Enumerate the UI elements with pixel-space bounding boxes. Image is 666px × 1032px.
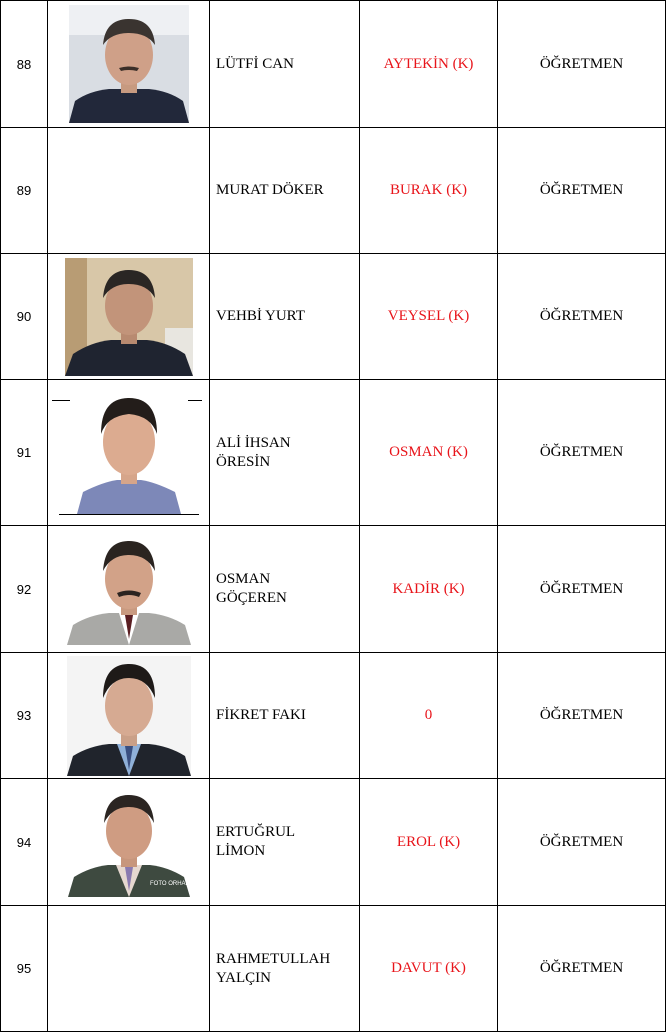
portrait-photo bbox=[65, 258, 193, 376]
table-row bbox=[1, 128, 666, 254]
teacher-surname: ÖRESİN bbox=[216, 453, 271, 470]
role-label: ÖĞRETMEN bbox=[498, 254, 666, 380]
teacher-name: ERTUĞRUL bbox=[216, 824, 296, 840]
teacher-surname: GÖÇEREN bbox=[216, 590, 287, 606]
photo-cell bbox=[48, 653, 210, 779]
table-row bbox=[1, 254, 666, 380]
teacher-name: MURAT DÖKER bbox=[216, 182, 324, 198]
role-label: ÖĞRETMEN bbox=[498, 526, 666, 653]
teacher-name: VEHBİ YURT bbox=[216, 308, 305, 324]
photo-cell bbox=[48, 526, 210, 653]
crop-mark bbox=[52, 400, 70, 401]
role-label: ÖĞRETMEN bbox=[498, 906, 666, 1032]
photo-cell bbox=[48, 779, 210, 906]
photo-cell bbox=[48, 254, 210, 380]
teacher-name: RAHMETULLAH bbox=[216, 950, 331, 967]
table-row bbox=[1, 380, 666, 526]
teacher-surname: YALÇIN bbox=[216, 969, 271, 986]
alternate-name: KADİR (K) bbox=[360, 526, 498, 653]
role-label: ÖĞRETMEN bbox=[498, 1, 666, 128]
row-number: 94 bbox=[1, 779, 48, 906]
alternate-name: BURAK (K) bbox=[360, 128, 498, 254]
photo-cell bbox=[48, 128, 210, 254]
table-row bbox=[1, 526, 666, 653]
alternate-name: VEYSEL (K) bbox=[360, 254, 498, 380]
portrait-photo bbox=[59, 388, 199, 518]
row-number: 91 bbox=[1, 380, 48, 526]
portrait-photo bbox=[67, 656, 191, 776]
teacher-name: OSMAN bbox=[216, 571, 271, 587]
portrait-photo bbox=[69, 5, 189, 123]
alternate-name: DAVUT (K) bbox=[360, 906, 498, 1032]
row-number: 89 bbox=[1, 128, 48, 254]
photo-watermark: FOTO ORHAN bbox=[149, 881, 190, 887]
teacher-surname: LİMON bbox=[216, 843, 266, 859]
alternate-name: OSMAN (K) bbox=[360, 380, 498, 526]
role-label: ÖĞRETMEN bbox=[498, 779, 666, 906]
alternate-name: EROL (K) bbox=[360, 779, 498, 906]
role-label: ÖĞRETMEN bbox=[498, 128, 666, 254]
row-number: 95 bbox=[1, 906, 48, 1032]
row-number: 92 bbox=[1, 526, 48, 653]
crop-mark bbox=[188, 400, 202, 401]
alternate-name: 0 bbox=[360, 653, 498, 779]
portrait-photo bbox=[68, 787, 190, 897]
table-row bbox=[1, 906, 666, 1032]
photo-cell bbox=[48, 380, 210, 526]
row-number: 88 bbox=[1, 1, 48, 128]
teacher-name: ALİ İHSAN bbox=[216, 434, 291, 451]
role-label: ÖĞRETMEN bbox=[498, 380, 666, 526]
teacher-name: LÜTFİ CAN bbox=[216, 55, 294, 72]
alternate-name: AYTEKİN (K) bbox=[360, 1, 498, 128]
table-row bbox=[1, 1, 666, 128]
table-row bbox=[1, 779, 666, 906]
row-number: 90 bbox=[1, 254, 48, 380]
role-label: ÖĞRETMEN bbox=[498, 653, 666, 779]
table-row bbox=[1, 653, 666, 779]
teacher-name: FİKRET FAKI bbox=[216, 707, 306, 723]
portrait-photo bbox=[67, 533, 191, 645]
photo-cell bbox=[48, 906, 210, 1032]
row-number: 93 bbox=[1, 653, 48, 779]
photo-cell bbox=[48, 1, 210, 128]
